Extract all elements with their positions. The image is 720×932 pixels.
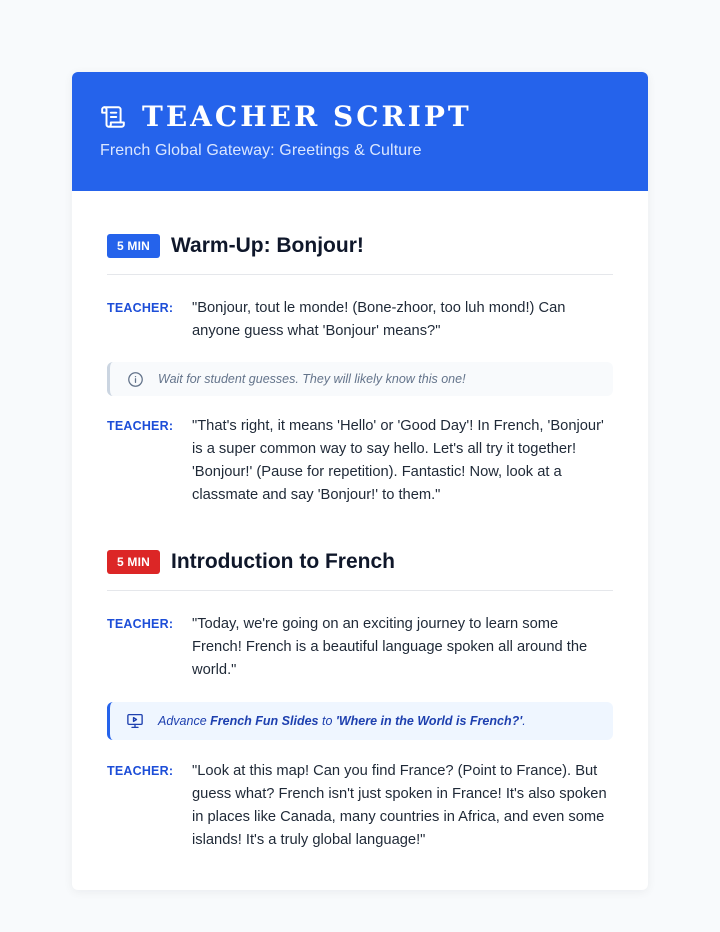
action-suffix: . [522,714,526,728]
speech-text: "Today, we're going on an exciting journey to learn some French! French is a beautiful language spoken all around the world." [192,616,588,678]
section-header [107,227,613,275]
section-introduction [107,507,613,852]
dialogue-line [107,613,613,682]
script-card [72,72,648,890]
section-title: Warm-Up: Bonjour! [171,234,364,257]
info-icon [126,370,144,388]
action-middle: to [321,714,333,728]
speech-text: "Bonjour, tout le monde! (Bone-zhoor, too luh mond!) Can anyone guess what 'Bonjour' means?" [192,300,566,339]
speaker-label: TEACHER: [107,764,174,778]
slide-deck-name: French Fun Slides [210,714,319,728]
action-prefix: Advance [158,714,207,728]
page-subtitle: French Global Gateway: Greetings & Culture [100,142,422,159]
presentation-icon [126,712,144,730]
script-header [72,72,648,191]
speech-text: "Look at this map! Can you find France? (Point to France). But guess what? French isn't just spoken in France! It's also spoken in places like Canada, many countries in Africa, and even some islands! It's a truly global language!" [192,763,607,848]
speech-text: "That's right, it means 'Hello' or 'Good Day'! In French, 'Bonjour' is a super common way to say hello. Let's all try it together! 'Bonjour!' (Pause for repetition). Fantastic! Now, look at a classmate and say 'Bonjour!' to them." [192,418,604,503]
slide-action-note [107,702,613,740]
dialogue-line [107,297,613,343]
duration-badge: 5 MIN [107,234,160,258]
section-header [107,543,613,591]
page-title: TEACHER SCRIPT [142,100,472,133]
teacher-note [107,362,613,396]
section-title: Introduction to French [171,550,395,573]
speaker-label: TEACHER: [107,301,174,315]
scroll-icon [100,103,128,131]
script-body [72,191,648,852]
slide-name: 'Where in the World is French?' [335,714,523,728]
speaker-label: TEACHER: [107,419,174,433]
dialogue-line [107,760,613,852]
section-warm-up [107,191,613,507]
header-title-row [100,101,620,133]
duration-badge: 5 MIN [107,550,160,574]
action-text [158,714,526,728]
speaker-label: TEACHER: [107,617,174,631]
dialogue-line [107,415,613,507]
note-text: Wait for student guesses. They will likely know this one! [158,372,466,386]
